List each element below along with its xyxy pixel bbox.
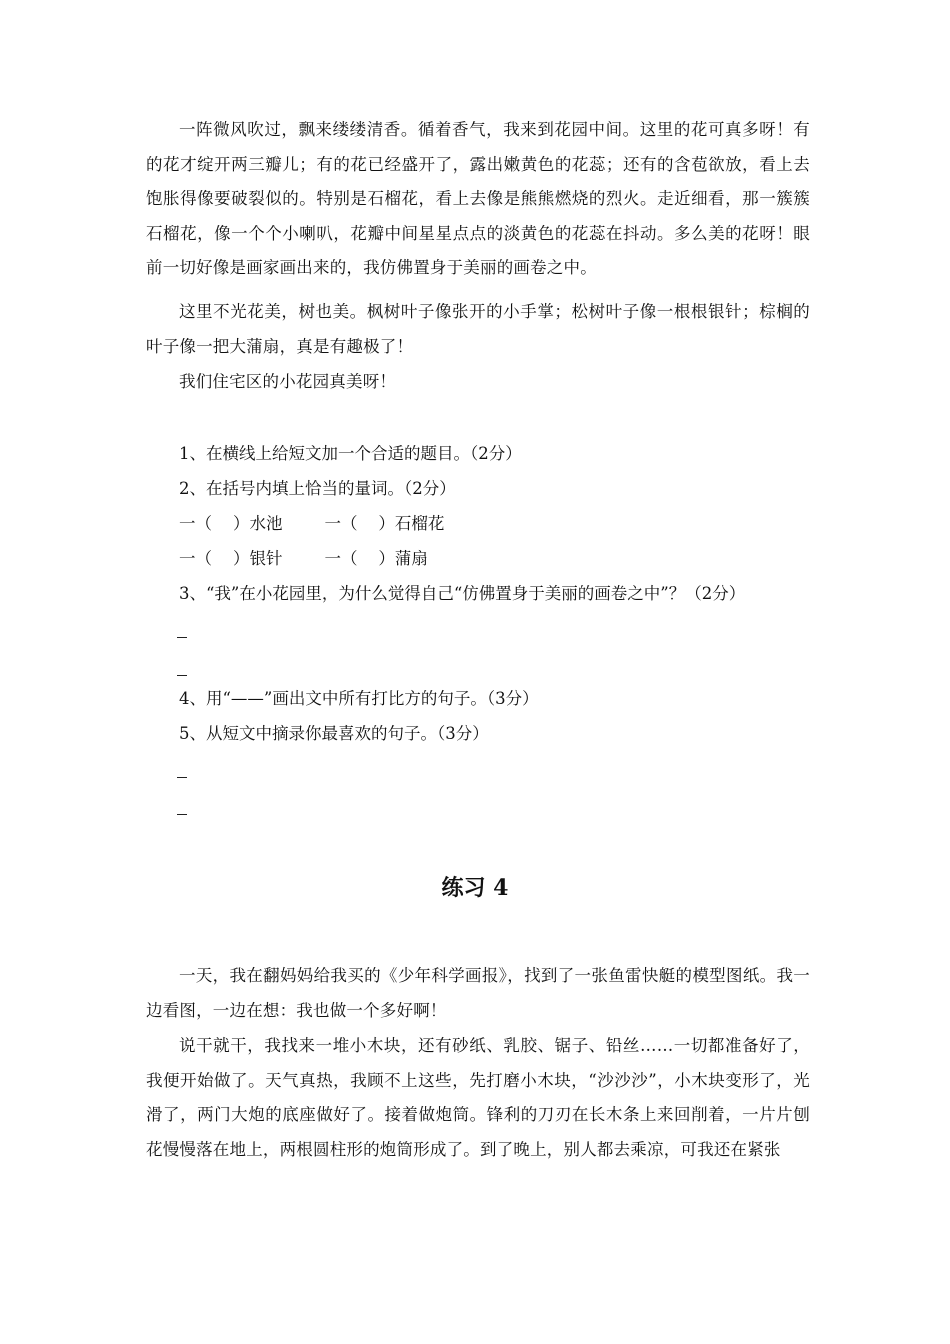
passage-paragraph-2: 这里不光花美，树也美。枫树叶子像张开的小手掌；松树叶子像一根根银针；棕榈的叶子像一把大蒲扇，真是有趣极了！ [146,302,810,356]
passage-paragraph-1: 一阵微风吹过，飘来缕缕清香。循着香气，我来到花园中间。这里的花可真多呀！有的花才绽开两三瓣儿；有的花已经盛开了，露出嫩黄色的花蕊；还有的含苞欲放，看上去饱胀得像要破裂似的。特别是石榴花，看上去像是熊熊燃烧的烈火。走近细看，那一簇簇石榴花，像一个个小喇叭，花瓣中间星星点点的淡黄色的花蕊在抖动。多么美的花呀！眼前一切好像是画家画出来的，我仿佛置身于美丽的画卷之中。 [146,120,810,278]
answer-line[interactable] [177,675,187,676]
question-2-row-1: 一（ ）水池 一（ ）石榴花 [179,514,445,533]
passage-paragraph-3: 我们住宅区的小花园真美呀！ [179,372,397,391]
exercise-paragraph-1: 一天，我在翻妈妈给我买的《少年科学画报》，找到了一张鱼雷快艇的模型图纸。我一边看图，一边在想：我也做一个多好啊！ [146,966,810,1020]
exercise-paragraph-2: 说干就干，我找来一堆小木块，还有砂纸、乳胶、锯子、铅丝……一切都准备好了，我便开始做了。天气真热，我顾不上这些，先打磨小木块，“沙沙沙”，小木块变形了，光滑了，两门大炮的底座做好了。接着做炮筒。锋利的刀刃在长木条上来回削着，一片片刨花慢慢落在地上，两根圆柱形的炮筒形成了。到了晚上，别人都去乘凉，可我还在紧张 [146,1036,810,1159]
exercise-title: 练习 4 [441,875,509,901]
answer-line[interactable] [177,637,187,638]
question-1: 1、在横线上给短文加一个合适的题目。（2分） [179,444,522,463]
question-2: 2、在括号内填上恰当的量词。（2分） [179,479,456,498]
question-2-row-2: 一（ ）银针 一（ ）蒲扇 [179,549,428,568]
question-3: 3、“我”在小花园里，为什么觉得自己“仿佛置身于美丽的画卷之中”？（2分） [179,584,746,603]
question-4: 4、用“——”画出文中所有打比方的句子。（3分） [179,689,539,708]
answer-line[interactable] [177,777,187,778]
question-5: 5、从短文中摘录你最喜欢的句子。（3分） [179,724,489,743]
answer-line[interactable] [177,814,187,815]
